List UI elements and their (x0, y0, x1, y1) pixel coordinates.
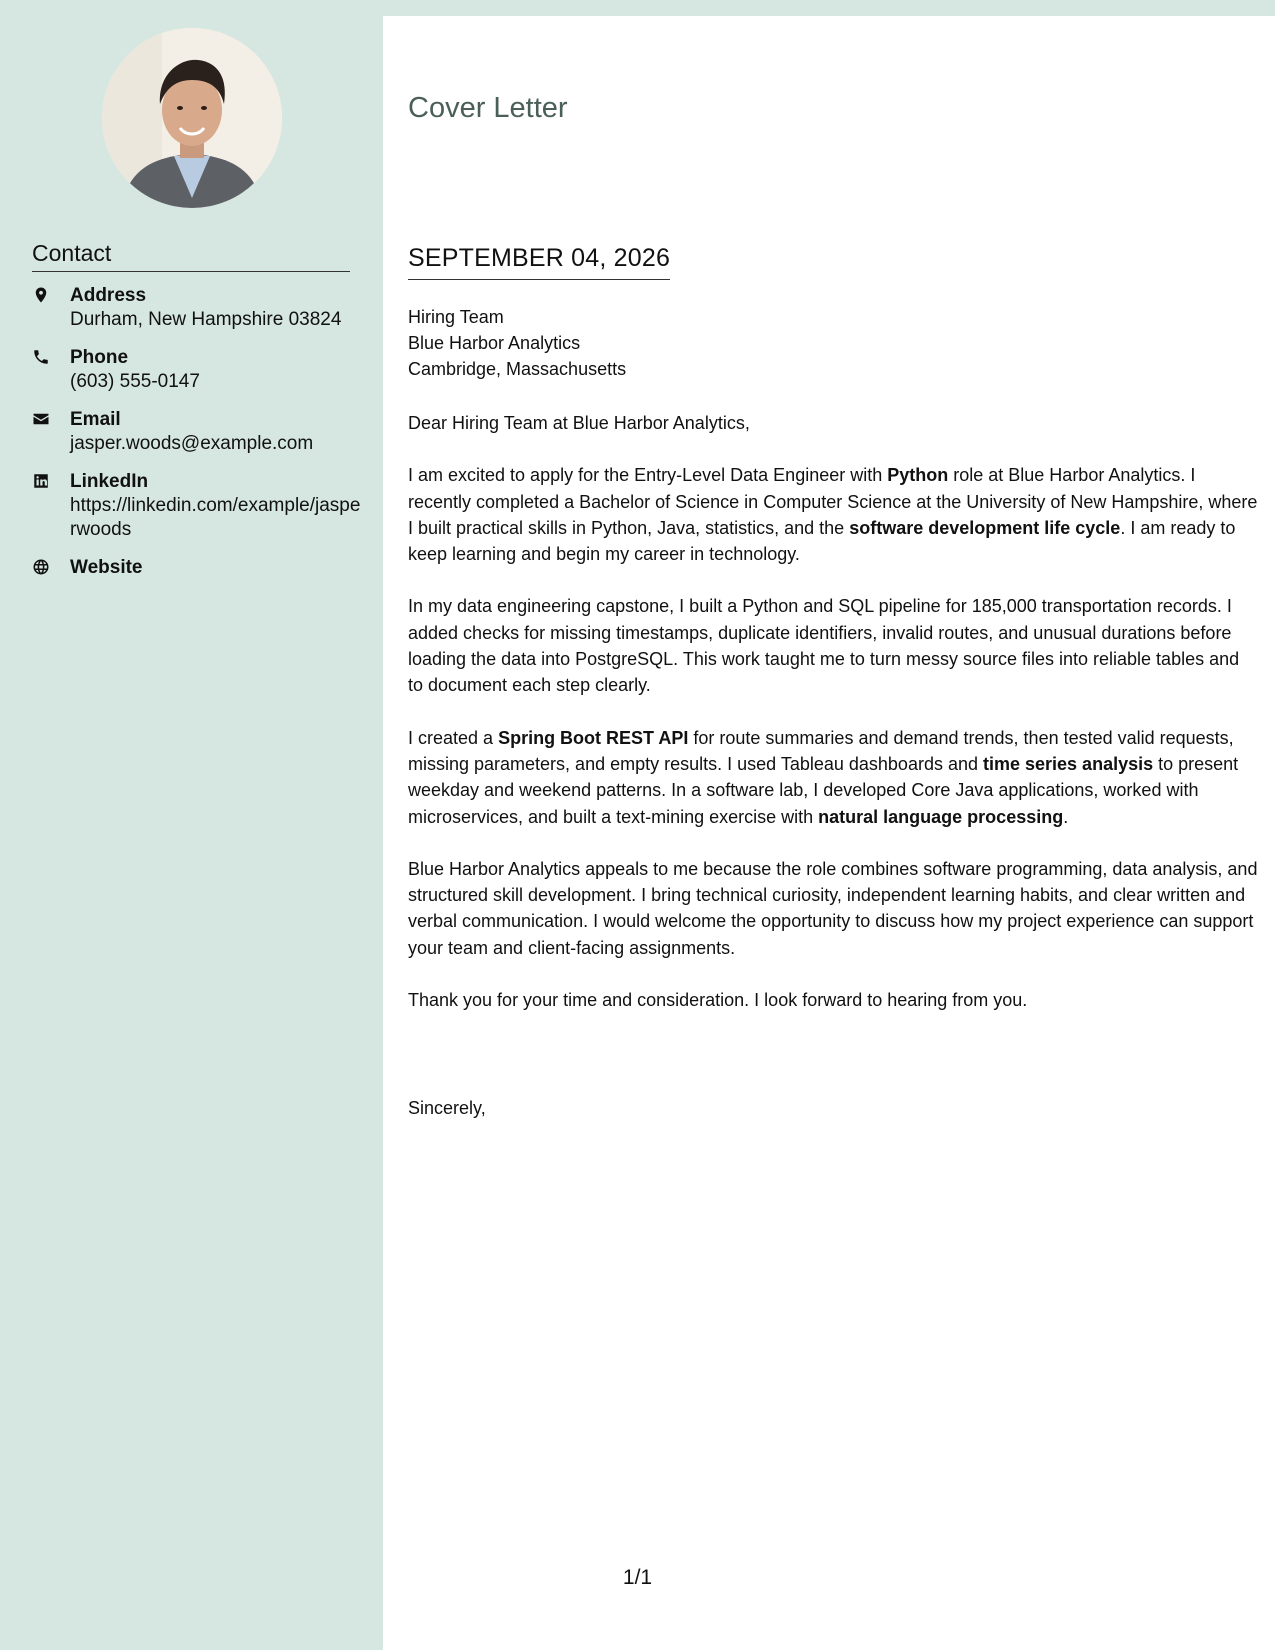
recipient-line-2: Blue Harbor Analytics (408, 333, 581, 353)
recipient-line-3: Cambridge, Massachusetts (408, 359, 627, 379)
profile-photo (102, 28, 282, 208)
contact-phone (32, 346, 362, 394)
website-label: Website (70, 557, 143, 578)
avatar (102, 28, 282, 208)
contact-linkedin (32, 470, 362, 542)
globe-icon (32, 556, 70, 580)
email-label: Email (70, 409, 121, 430)
linkedin-value[interactable]: https://linkedin.com/example/jasperwoods (70, 495, 361, 540)
phone-value: (603) 555-0147 (70, 371, 200, 392)
page-number: 1/1 (622, 1566, 653, 1589)
closing: Sincerely, (408, 1098, 486, 1118)
paragraph-3: I created a Spring Boot REST API for route summaries and demand trends, then tested valid requests, missing parameters, and empty results. I used Tableau dashboards and time series analysis to present weekday and weekend patterns. In a software lab, I developed Core Java applications, worked with microservices, and built a text-mining exercise with natural language processing. (408, 727, 1239, 827)
contact-address (32, 284, 362, 332)
document-title: Cover Letter (408, 92, 568, 124)
linkedin-icon (32, 470, 70, 542)
address-label: Address (70, 285, 147, 306)
salutation: Dear Hiring Team at Blue Harbor Analytics, (408, 413, 750, 433)
address-value: Durham, New Hampshire 03824 (70, 309, 342, 330)
recipient-block (408, 304, 626, 382)
paragraph-5: Thank you for your time and consideration. I look forward to hearing from you. (408, 990, 1028, 1011)
phone-label: Phone (70, 347, 129, 368)
main-content (383, 16, 1275, 1650)
letter-date: SEPTEMBER 04, 2026 (408, 244, 670, 280)
email-icon (32, 408, 70, 456)
contact-email (32, 408, 362, 456)
contact-website (32, 556, 362, 580)
paragraph-4: Blue Harbor Analytics appeals to me because the role combines software programming, data analysis, and structured skill development. I bring technical curiosity, independent learning habits, and clear written and verbal communication. I would welcome the opportunity to discuss how my project experience can support your team and client-facing assignments. (408, 858, 1258, 958)
phone-icon (32, 346, 70, 394)
email-value[interactable]: jasper.woods@example.com (70, 433, 314, 454)
recipient-line-1: Hiring Team (408, 307, 504, 327)
paragraph-1: I am excited to apply for the Entry-Level Data Engineer with Python role at Blue Harbor Analytics. I recently completed a Bachelor of Science in Computer Science at the University of New Hampshire, where I built practical skills in Python, Java, statistics, and the software development life cycle. I am ready to keep learning and begin my career in technology. (408, 465, 1258, 565)
map-pin-icon (32, 284, 70, 332)
linkedin-label: LinkedIn (70, 471, 149, 492)
contact-heading: Contact (32, 240, 350, 272)
paragraph-2: In my data engineering capstone, I built a Python and SQL pipeline for 185,000 transportation records. I added checks for missing timestamps, duplicate identifiers, invalid routes, and unusual durations before loading the data into PostgreSQL. This work taught me to turn messy source files into reliable tables and to document each step clearly. (408, 596, 1240, 696)
sidebar (0, 0, 383, 1650)
contact-list (32, 284, 362, 594)
letter-body (408, 410, 1258, 1039)
